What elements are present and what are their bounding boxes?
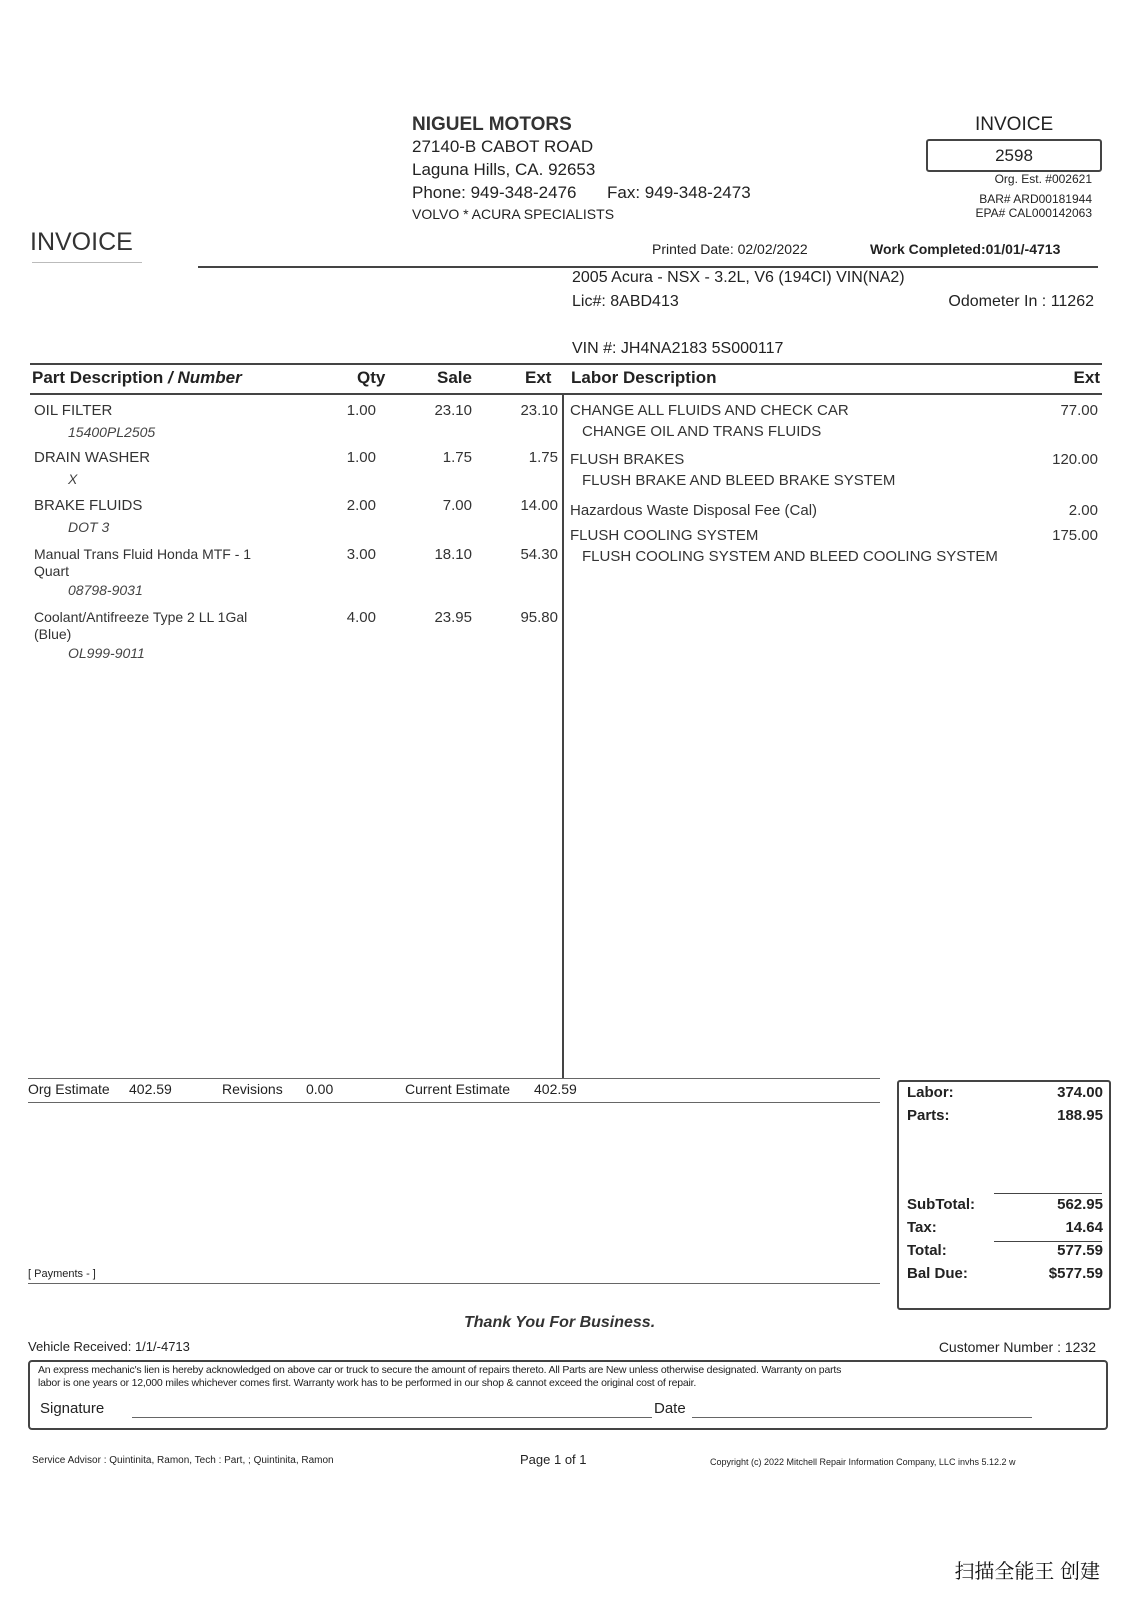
lien-signature-box	[28, 1360, 1108, 1430]
company-specialty: VOLVO * ACURA SPECIALISTS	[412, 206, 615, 222]
title-underline	[32, 262, 142, 263]
parts-total-row	[899, 1107, 1109, 1129]
header-divider	[198, 266, 1098, 268]
thank-you-message: Thank You For Business.	[464, 1314, 656, 1331]
part-description: OIL FILTER	[34, 402, 113, 419]
labor-description: CHANGE ALL FLUIDS AND CHECK CAR	[570, 402, 849, 419]
part-number: 08798-9031	[68, 582, 143, 598]
part-description: BRAKE FLUIDS	[34, 497, 143, 514]
license-number: Lic#: 8ABD413	[572, 293, 679, 310]
estimate-top-line	[28, 1078, 880, 1079]
parts-header-ext: Ext	[525, 368, 552, 387]
labor-ext: 77.00	[1060, 402, 1098, 419]
balance-due-row	[899, 1265, 1109, 1287]
invoice-number: 2598	[995, 146, 1033, 165]
part-number: DOT 3	[68, 519, 110, 535]
revisions-value: 0.00	[306, 1081, 334, 1097]
labor-ext: 120.00	[1052, 451, 1098, 468]
payments-label: [ Payments - ]	[28, 1268, 96, 1280]
company-name: NIGUEL MOTORS	[412, 114, 572, 135]
part-qty: 1.00	[346, 402, 376, 419]
part-sale: 7.00	[442, 497, 472, 514]
list-item	[570, 451, 1098, 495]
current-estimate-value: 402.59	[534, 1081, 577, 1097]
tax-row	[899, 1219, 1109, 1241]
signature-line	[132, 1417, 652, 1418]
balance-due-value: $577.59	[1048, 1265, 1103, 1282]
part-qty: 4.00	[346, 609, 376, 626]
signature-label: Signature	[40, 1400, 105, 1417]
subtotal-value: 562.95	[1057, 1196, 1103, 1213]
bar-number: BAR# ARD00181944	[979, 192, 1092, 206]
company-city: Laguna Hills, CA. 92653	[412, 160, 596, 179]
company-fax: Fax: 949-348-2473	[607, 183, 751, 202]
scanner-watermark: 扫描全能王 创建	[954, 1561, 1100, 1583]
revisions-label: Revisions	[222, 1081, 283, 1097]
labor-description: FLUSH COOLING SYSTEM	[570, 527, 759, 544]
parts-header-description	[32, 368, 242, 388]
list-item	[570, 502, 1098, 524]
part-qty: 1.00	[346, 449, 376, 466]
work-completed: Work Completed:01/01/-4713	[870, 241, 1061, 257]
table-header-top-line	[30, 363, 1102, 365]
labor-detail: FLUSH BRAKE AND BLEED BRAKE SYSTEM	[582, 472, 896, 489]
labor-ext: 2.00	[1068, 502, 1098, 519]
part-description-line-2: (Blue)	[34, 626, 72, 642]
customer-number: Customer Number : 1232	[938, 1339, 1096, 1355]
part-description: Manual Trans Fluid Honda MTF - 1	[34, 546, 252, 562]
date-line	[692, 1417, 1032, 1418]
total-label: Total:	[907, 1242, 947, 1259]
labor-detail: CHANGE OIL AND TRANS FLUIDS	[582, 423, 822, 440]
table-header-bottom-line	[30, 393, 1102, 395]
subtotal-row	[899, 1196, 1109, 1218]
labor-header-ext: Ext	[1073, 368, 1100, 387]
vin-number: VIN #: JH4NA2183 5S000117	[572, 340, 784, 357]
org-estimate-label: Org Estimate	[28, 1081, 110, 1097]
labor-total-value: 374.00	[1057, 1084, 1103, 1101]
labor-ext: 175.00	[1052, 527, 1098, 544]
labor-total-row	[899, 1084, 1109, 1106]
tax-label: Tax:	[907, 1219, 937, 1236]
vehicle-received: Vehicle Received: 1/1/-4713	[28, 1339, 190, 1354]
invoice-box-title: INVOICE	[975, 114, 1054, 135]
labor-header-description: Labor Description	[571, 368, 717, 387]
subtotal-rule	[994, 1193, 1102, 1194]
table-row	[34, 402, 564, 446]
payments-line	[28, 1283, 880, 1284]
service-advisor: Service Advisor : Quintinita, Ramon, Tech : Part, ; Quintinita, Ramon	[32, 1455, 334, 1466]
epa-number: EPA# CAL000142063	[975, 206, 1092, 220]
copyright: Copyright (c) 2022 Mitchell Repair Information Company, LLC invhs 5.12.2 w	[710, 1457, 1016, 1467]
table-row	[34, 546, 564, 604]
part-description: DRAIN WASHER	[34, 449, 151, 466]
part-sale: 18.10	[434, 546, 472, 563]
part-sale: 23.95	[434, 609, 472, 626]
total-row	[899, 1242, 1109, 1264]
labor-detail: FLUSH COOLING SYSTEM AND BLEED COOLING SYSTEM	[582, 548, 998, 565]
table-row	[34, 497, 564, 541]
parts-header-qty: Qty	[357, 368, 386, 387]
part-sale: 23.10	[434, 402, 472, 419]
odometer-in: Odometer In : 11262	[948, 293, 1094, 310]
part-ext: 23.10	[520, 402, 558, 419]
parts-total-value: 188.95	[1057, 1107, 1103, 1124]
vehicle-description: 2005 Acura - NSX - 3.2L, V6 (194CI) VIN(NA2)	[572, 269, 905, 286]
invoice-number-box	[926, 139, 1102, 172]
part-description: Coolant/Antifreeze Type 2 LL 1Gal	[34, 609, 248, 625]
parts-header-number-label: / Number	[168, 368, 242, 387]
part-number: OL999-9011	[68, 645, 145, 661]
labor-description: Hazardous Waste Disposal Fee (Cal)	[570, 502, 818, 519]
parts-header-desc-label: Part Description	[32, 368, 164, 387]
printed-date: Printed Date: 02/02/2022	[652, 241, 808, 257]
part-ext: 1.75	[528, 449, 558, 466]
subtotal-label: SubTotal:	[907, 1196, 976, 1213]
table-row	[34, 609, 564, 667]
parts-header-sale: Sale	[437, 368, 472, 387]
tax-value: 14.64	[1065, 1219, 1103, 1236]
part-ext: 14.00	[520, 497, 558, 514]
list-item	[570, 527, 1098, 571]
labor-total-label: Labor:	[907, 1084, 954, 1101]
company-address: 27140-B CABOT ROAD	[412, 137, 594, 156]
part-qty: 3.00	[346, 546, 376, 563]
estimate-bottom-line	[28, 1102, 880, 1103]
org-est-number: Org. Est. #002621	[994, 172, 1092, 186]
total-value: 577.59	[1057, 1242, 1103, 1259]
part-ext: 95.80	[520, 609, 558, 626]
table-row	[34, 449, 564, 493]
part-sale: 1.75	[442, 449, 472, 466]
page-number: Page 1 of 1	[520, 1452, 587, 1467]
totals-box	[897, 1080, 1111, 1310]
part-ext: 54.30	[520, 546, 558, 563]
date-label: Date	[654, 1400, 686, 1417]
lien-text-line-1: An express mechanic's lien is hereby acknowledged on above car or truck to secure the amount of repairs thereto. All Parts are New unless otherwise designated. Warranty on parts	[38, 1364, 842, 1376]
lien-text-line-2: labor is one years or 12,000 miles whichever comes first. Warranty work has to be performed in our shop & cannot exceed the original cost of repair.	[38, 1377, 697, 1389]
part-number: 15400PL2505	[68, 424, 156, 440]
balance-due-label: Bal Due:	[907, 1265, 968, 1282]
parts-total-label: Parts:	[907, 1107, 950, 1124]
org-estimate-value: 402.59	[129, 1081, 172, 1097]
page-title: INVOICE	[30, 228, 133, 256]
part-qty: 2.00	[346, 497, 376, 514]
list-item	[570, 402, 1098, 446]
company-phone: Phone: 949-348-2476	[412, 183, 577, 202]
part-number: X	[68, 471, 78, 487]
current-estimate-label: Current Estimate	[405, 1081, 511, 1097]
part-description-line-2: Quart	[34, 563, 70, 579]
labor-description: FLUSH BRAKES	[570, 451, 685, 468]
